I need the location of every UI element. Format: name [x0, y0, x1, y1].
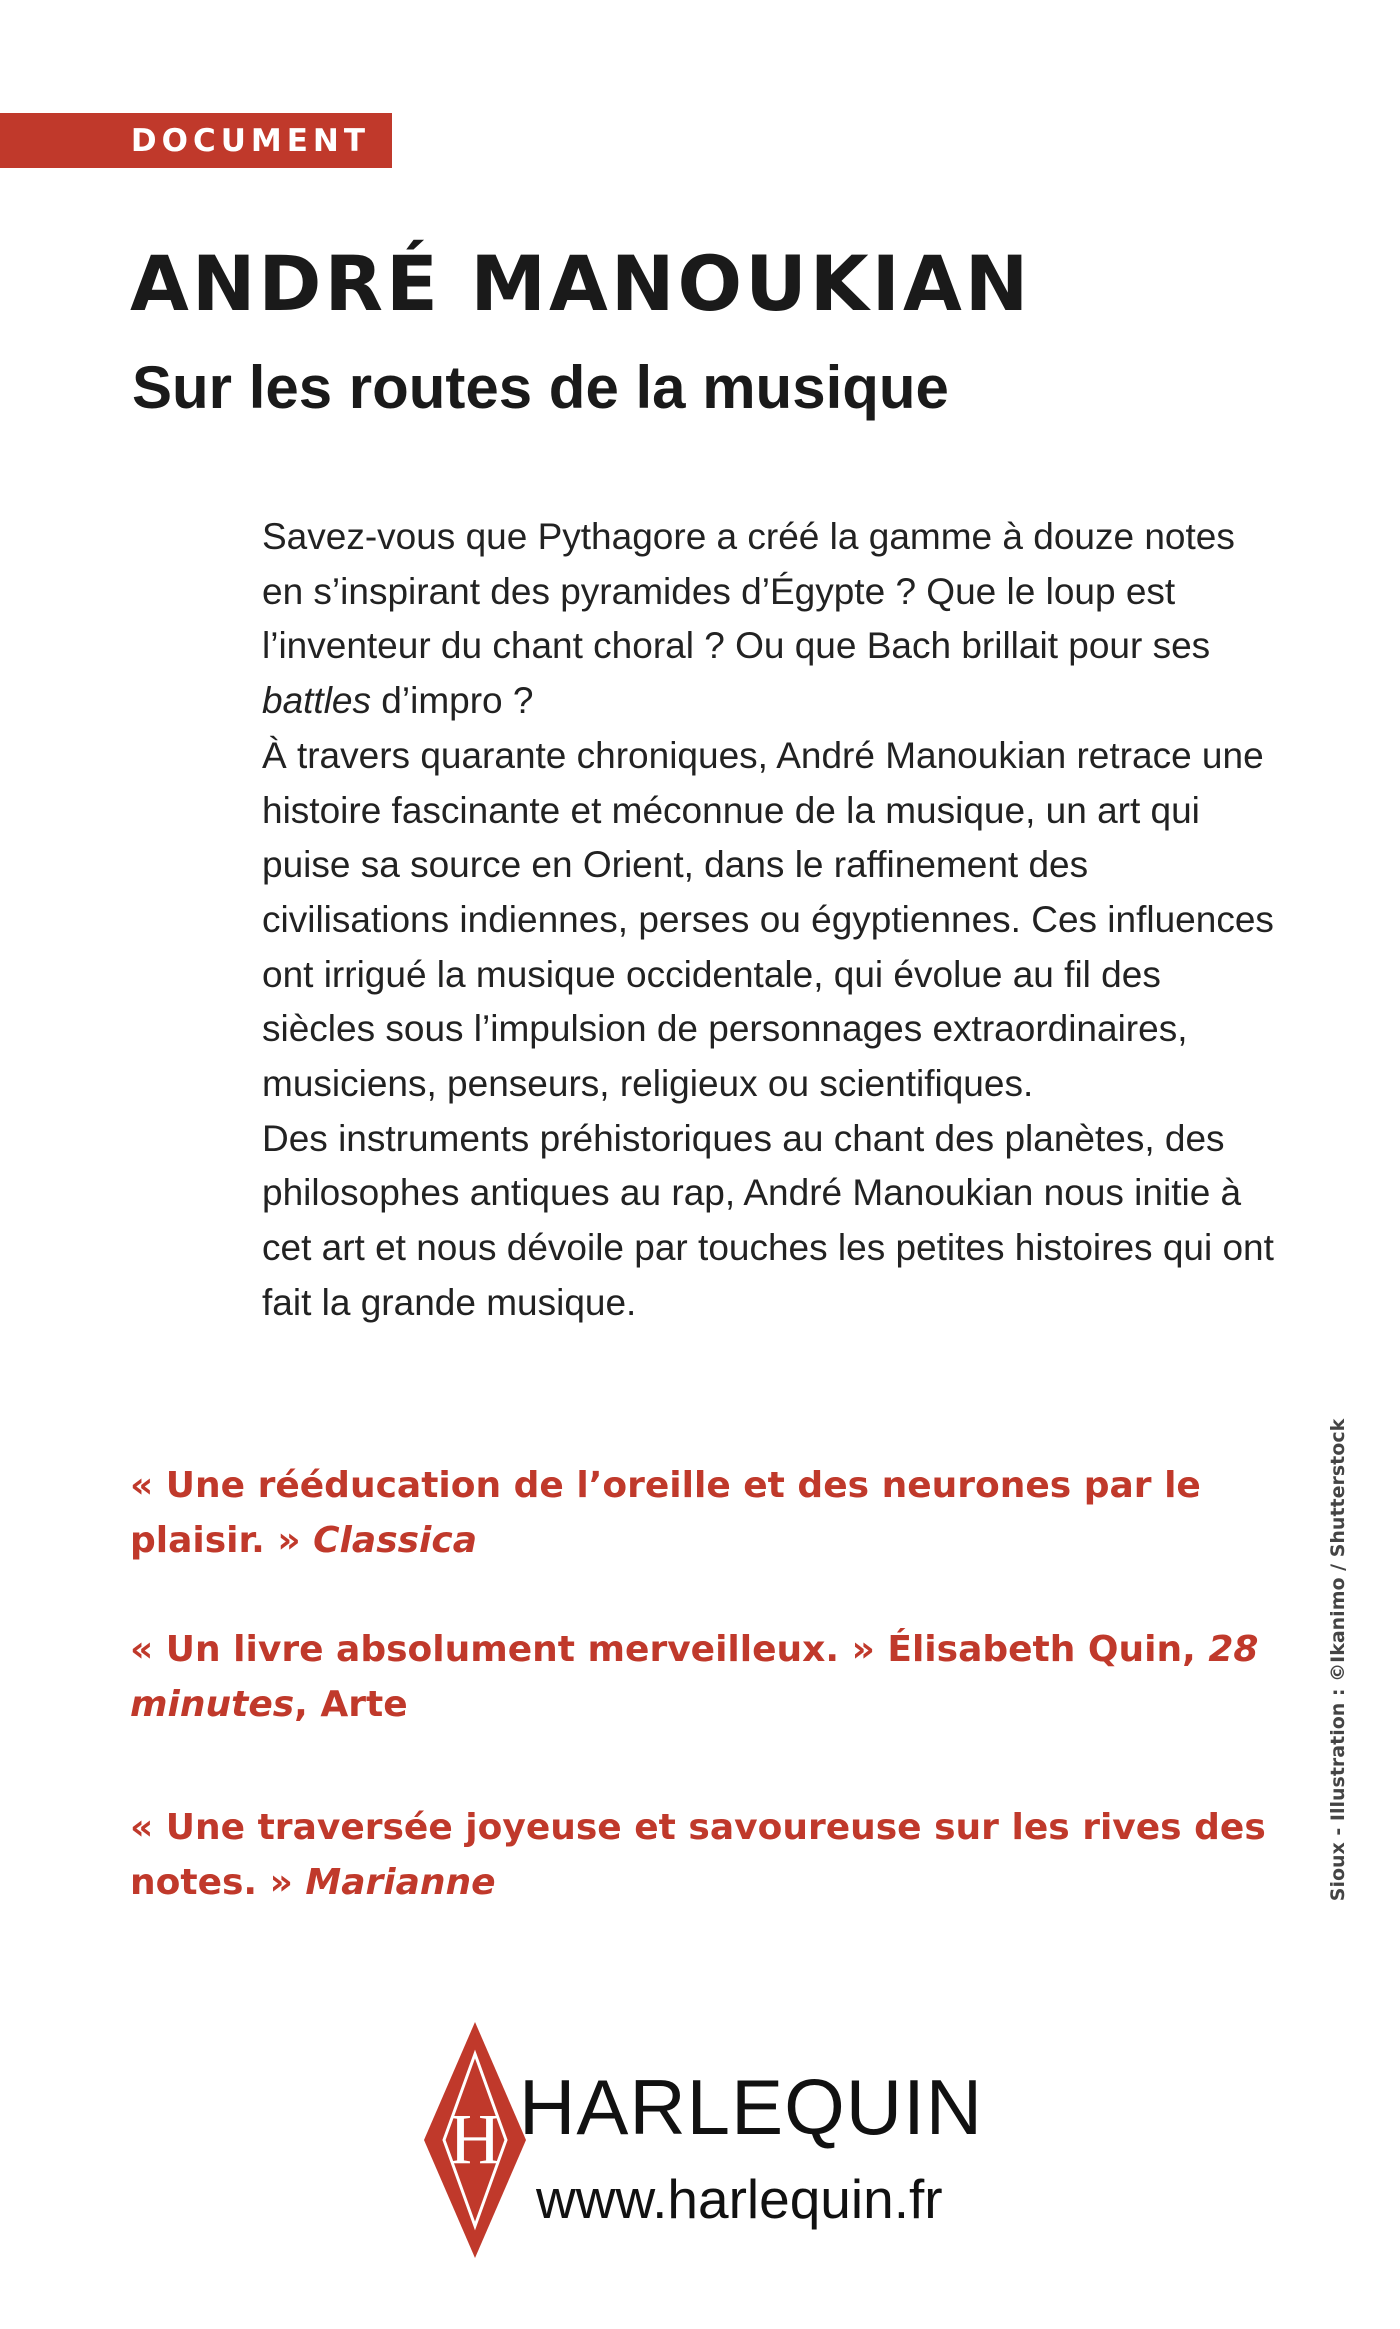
logo-letter: H: [449, 2099, 501, 2179]
press-quote-marianne: « Une traversée joyeuse et savoureuse sur les rives des notes. » Marianne: [130, 1807, 1266, 1903]
blurb-paragraph-1: Savez-vous que Pythagore a créé la gamme à douze notes en s’inspirant des pyramides d’Égypte ? Que le loup est l’inventeur du chant choral ? Ou que Bach brillait pour ses battles d’impro ?: [262, 516, 1235, 722]
blurb-paragraph-3: Des instruments préhistoriques au chant des planètes, des philosophes antiques au rap, André Manoukian nous initie à cet art et nous dévoile par touches les petites histoires qui ont fait la grande musique.: [262, 1117, 1274, 1323]
press-quote-classica: « Une rééducation de l’oreille et des neurones par le plaisir. » Classica: [130, 1465, 1201, 1561]
blurb-paragraph-2: À travers quarante chroniques, André Manoukian retrace une histoire fascinante et méconnue de la musique, un art qui puise sa source en Orient, dans le raffinement des civilisations indiennes, perses ou égyptiennes. Ces influences ont irrigué la musique occidentale, qui évolue au fil des siècles sous l’impulsion de personnages extraordinaires, musiciens, penseurs, religieux ou scientifiques.: [262, 734, 1274, 1105]
blurb: [262, 510, 1282, 1331]
book-title: Sur les routes de la musique: [132, 354, 949, 421]
category-tag: [0, 113, 392, 168]
harlequin-logo-icon: [420, 2020, 530, 2260]
category-tag-label: DOCUMENT: [130, 122, 370, 159]
publisher-url[interactable]: www.harlequin.fr: [536, 2168, 943, 2230]
publisher-name: HARLEQUIN: [519, 2063, 984, 2151]
press-quote-28-minutes: « Un livre absolument merveilleux. » Élisabeth Quin, 28 minutes, Arte: [130, 1629, 1259, 1725]
image-credit: Sioux - Illustration : ©Ikanimo / Shutterstock: [1327, 1418, 1349, 1902]
author-name: ANDRÉ MANOUKIAN: [130, 239, 1032, 328]
